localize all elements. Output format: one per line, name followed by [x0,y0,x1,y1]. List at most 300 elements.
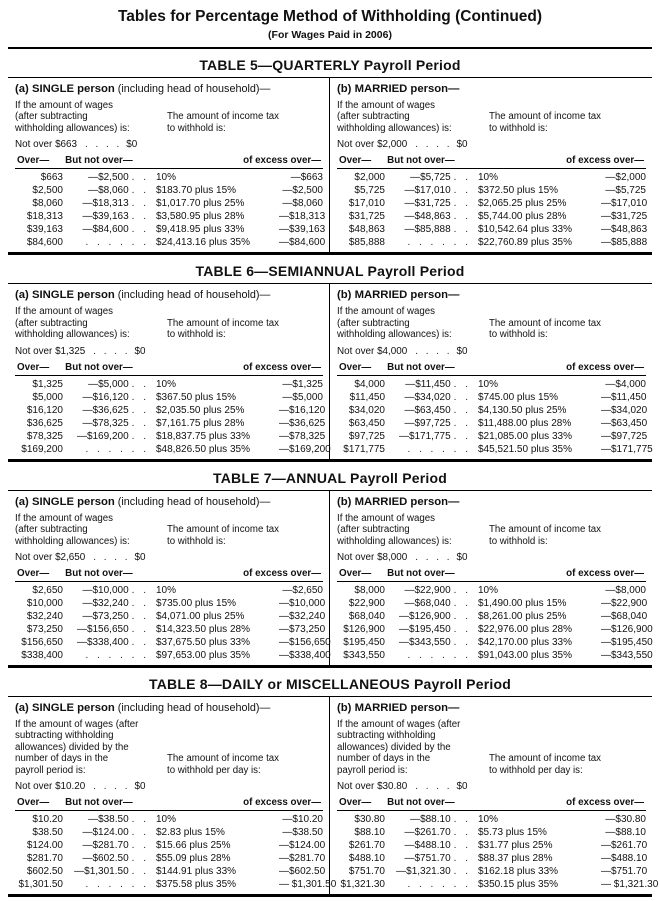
excess-over-value: —$124.00 [279,840,326,852]
panel-title [15,83,323,95]
tax-formula: 10% [478,814,499,826]
panel-title [337,702,646,714]
tax-formula: $9,418.95 plus 33% [156,224,245,236]
bracket-row [337,610,646,623]
dot-leader: . . . . [85,139,121,151]
but-not-over-cell [63,878,147,891]
over-value: $2,500 [32,185,63,197]
panel [330,491,652,665]
but-not-over-value: —$5,725 [410,172,451,184]
excess-over-value: —$10.20 [282,814,323,826]
bracket-row [337,878,659,891]
excess-over-value: —$68,040 [601,610,648,622]
bracket-row [15,610,326,623]
bracket-header-row [337,362,646,376]
excess-over-value: —$4,000 [605,378,646,390]
but-not-over-value: —$78,325 [82,417,129,429]
but-not-over-header: But not over— [65,797,133,809]
bracket-rows [337,169,646,249]
bracket-row [337,184,646,197]
tax-formula: $8,261.00 plus 25% [478,610,567,622]
bracket-rows [15,169,326,249]
not-over-line [337,552,646,563]
but-not-over-cell [385,813,469,826]
not-over-label: Not over $8,000 [337,551,408,563]
panel-column-labels [337,306,646,340]
wage-amount-label: If the amount of wages (after subtracting withholding allowances) is: [337,100,452,134]
excess-over-value: —$751.70 [601,866,648,878]
over-value: $88.10 [354,827,385,839]
bracket-row [337,210,646,223]
excess-over-value: —$36,625 [279,417,326,429]
tax-formula: $2.83 plus 15% [156,827,225,839]
excess-over-value: —$48,863 [601,224,648,236]
table-title: TABLE 6—SEMIANNUAL Payroll Period [195,263,465,280]
but-not-over-cell [385,404,469,417]
panel [8,491,330,665]
bracket-row [15,649,331,662]
but-not-over-value: —$8,060 [88,185,129,197]
panel-title [15,289,323,301]
but-not-over-cell [63,584,147,597]
over-value: $751.70 [348,866,385,878]
panel-column-labels [337,719,646,776]
excess-over-value: —$261.70 [601,840,648,852]
but-not-over-cell [63,223,147,236]
but-not-over-cell [385,878,469,891]
but-not-over-value: —$48,863 [404,211,451,223]
bracket-row [15,236,326,249]
bracket-row [337,197,646,210]
excess-over-header: of excess over— [566,797,644,809]
but-not-over-cell [385,430,469,443]
dot-leader: . . . . [415,139,451,151]
excess-over-value: —$8,000 [605,584,646,596]
tax-formula: $4,130.50 plus 25% [478,404,567,416]
but-not-over-cell [385,378,469,391]
panel-title-bold: (a) SINGLE person [15,83,115,95]
bracket-row [15,636,331,649]
dot-leader: . . [131,211,147,223]
bracket-row [337,223,646,236]
but-not-over-cell [385,649,469,662]
wage-amount-label: If the amount of wages (after subtracting withholding allowances) is: [337,306,452,341]
tax-formula: 10% [478,172,499,184]
but-not-over-value: —$84,600 [82,224,129,236]
panel-column-labels [337,100,646,134]
but-not-over-value: —$195,450 [398,623,451,635]
bracket-header-row [337,568,646,582]
over-value: $34,020 [348,404,385,416]
but-not-over-value: —$281.70 [82,840,129,852]
dot-leader: . . [453,378,469,390]
tax-formula: $48,826.50 plus 35% [156,443,250,455]
tax-formula: $18,837.75 plus 33% [156,430,250,442]
panel-title-bold: (a) SINGLE person [15,701,115,714]
table-panels [8,283,652,461]
over-value: $124.00 [26,840,63,852]
excess-over-value: —$2,500 [282,185,323,197]
tax-formula: 10% [478,584,499,596]
dot-leader: . . [131,185,147,197]
bracket-row [15,391,323,404]
tax-formula: $37,675.50 plus 33% [156,636,250,648]
excess-over-value: —$18,313 [279,211,326,223]
but-not-over-header: But not over— [387,155,455,167]
excess-over-value: —$88.10 [605,827,646,839]
tax-formula: $367.50 plus 15% [156,391,237,403]
dot-leader: . . [131,866,147,878]
but-not-over-value: —$34,020 [404,391,451,403]
but-not-over-cell [63,184,147,197]
tax-formula: $1,017.70 plus 25% [156,198,245,210]
panel-title [15,496,323,508]
not-over-label: Not over $30.80 [337,781,408,793]
panel-title-bold: (a) SINGLE person [15,495,115,508]
wage-amount-label: If the amount of wages (after subtracting withholding allowances) is: [15,306,130,341]
bracket-row [15,430,326,443]
excess-over-header: of excess over— [243,361,321,373]
tax-amount-label: The amount of income tax to withhold is: [167,111,280,134]
not-over-amount: $0 [134,551,146,563]
over-value: $602.50 [26,866,63,878]
dot-leader: . . [453,827,469,839]
excess-over-value: —$195,450 [601,636,653,648]
not-over-amount: $0 [456,551,468,563]
panel-title [337,289,646,301]
excess-over-value: —$5,725 [605,185,646,197]
but-not-over-cell [63,826,147,839]
dot-leader: . . . . [93,345,129,357]
but-not-over-value: —$1,321.30 [396,866,451,878]
over-value: $18,313 [26,211,63,223]
but-not-over-value: —$88.10 [410,814,451,826]
wage-amount-label: If the amount of wages (after subtracting withholding allowances) is: [15,512,130,547]
but-not-over-value: —$169,200 [76,430,129,442]
tax-formula: $91,043.00 plus 35% [478,649,572,661]
but-not-over-cell [385,417,469,430]
tax-formula: $31.77 plus 25% [478,840,553,852]
tax-formula: $55.09 plus 28% [156,853,231,865]
dot-leader: . . [453,597,469,609]
but-not-over-value: —$2,500 [88,172,129,184]
but-not-over-cell [63,430,147,443]
bracket-header-row [337,155,646,169]
but-not-over-cell [385,210,469,223]
but-not-over-value: —$36,625 [82,404,129,416]
bracket-row [337,826,646,839]
not-over-amount: $0 [456,345,468,357]
over-value: $126,900 [343,623,385,635]
bracket-row [15,597,326,610]
bracket-row [15,865,326,878]
bracket-row [15,378,323,391]
over-value: $169,200 [21,443,63,455]
over-value: $488.10 [348,853,385,865]
dot-leader: . . . . [93,551,129,563]
over-value: $343,550 [343,649,385,661]
not-over-amount: $0 [126,139,138,151]
tax-formula: $350.15 plus 35% [478,879,559,891]
tax-formula: $22,760.89 plus 35% [478,237,572,249]
table-section [8,464,652,668]
panel [8,78,330,252]
excess-over-header: of excess over— [243,155,321,167]
over-value: $8,000 [354,584,385,596]
but-not-over-value: —$63,450 [404,404,451,416]
but-not-over-value: —$73,250 [82,610,129,622]
dot-leader: . . . . [93,781,129,793]
but-not-over-cell [63,610,147,623]
wage-amount-label: If the amount of wages (after subtracting withholding allowances) is: [15,100,130,134]
but-not-over-value: —$261.70 [404,827,451,839]
but-not-over-cell [385,584,469,597]
bracket-row [337,623,653,636]
dot-leader: . . . . . . [85,649,147,661]
bracket-row [15,171,323,184]
bracket-row [337,636,653,649]
bracket-row [337,171,646,184]
bracket-row [15,404,326,417]
excess-over-value: —$343,550 [601,649,653,661]
over-value: $97,725 [348,430,385,442]
dot-leader: . . . . . . [407,879,469,891]
over-value: $48,863 [348,224,385,236]
but-not-over-cell [385,623,469,636]
not-over-line [15,552,323,563]
bracket-row [15,813,323,826]
excess-over-value: —$85,888 [601,237,648,249]
excess-over-value: —$8,060 [282,198,323,210]
over-value: $195,450 [343,636,385,648]
but-not-over-cell [385,236,469,249]
tax-formula: $14,323.50 plus 28% [156,623,250,635]
tax-formula: $1,490.00 plus 15% [478,597,567,609]
not-over-label: Not over $663 [15,139,78,151]
table-panels [8,77,652,255]
excess-over-value: —$126,900 [601,623,653,635]
dot-leader: . . [131,198,147,210]
tax-formula: 10% [156,378,177,390]
bracket-row [337,597,646,610]
not-over-amount: $0 [134,781,146,793]
but-not-over-value: —$602.50 [82,853,129,865]
excess-over-value: —$602.50 [279,866,326,878]
dot-leader: . . [131,378,147,390]
panel-title [337,496,646,508]
dot-leader: . . [453,866,469,878]
but-not-over-value: —$22,900 [404,584,451,596]
excess-over-header: of excess over— [566,155,644,167]
over-value: $31,725 [348,211,385,223]
panel [330,78,652,252]
dot-leader: . . [453,404,469,416]
panel-title-bold: (a) SINGLE person [15,289,115,302]
bracket-row [337,584,646,597]
excess-over-header: of excess over— [566,567,644,579]
bracket-rows [337,582,653,662]
wage-amount-label: If the amount of wages (after subtracting withholding allowances) divided by the number of days in the payroll period is: [15,718,139,776]
tax-formula: $2,035.50 plus 25% [156,404,245,416]
tax-amount-label: The amount of income tax to withhold is: [167,524,280,547]
but-not-over-value: —$38.50 [88,814,129,826]
panel [8,697,337,894]
but-not-over-value: —$85,888 [404,224,451,236]
not-over-label: Not over $4,000 [337,345,408,357]
header-rule [8,47,652,49]
over-value: $22,900 [348,597,385,609]
table-panels [8,696,659,897]
bracket-row [337,813,646,826]
dot-leader: . . [453,417,469,429]
excess-over-value: —$488.10 [601,853,648,865]
over-header: Over— [17,155,50,167]
tax-formula: $7,161.75 plus 28% [156,417,245,429]
dot-leader: . . [453,623,469,635]
page-title: Tables for Percentage Method of Withholding (Continued) [117,8,543,25]
bracket-row [337,378,646,391]
bracket-row [337,430,646,443]
page-subtitle: (For Wages Paid in 2006) [268,29,392,41]
over-value: $8,060 [32,198,63,210]
dot-leader: . . . . . . [407,237,469,249]
but-not-over-value: —$17,010 [404,185,451,197]
tax-amount-label: The amount of income tax to withhold is: [167,317,280,341]
excess-over-value: —$2,000 [605,172,646,184]
but-not-over-value: —$124.00 [82,827,129,839]
over-value: $63,450 [348,417,385,429]
dot-leader: . . . . . . [407,649,469,661]
bracket-row [337,443,653,456]
tax-formula: $5,744.00 plus 28% [478,211,567,223]
dot-leader: . . . . [415,551,451,563]
not-over-label: Not over $10.20 [15,781,86,793]
but-not-over-header: But not over— [387,567,455,579]
but-not-over-cell [63,210,147,223]
tax-formula: $745.00 plus 15% [478,391,559,403]
tax-formula: $22,976.00 plus 28% [478,623,572,635]
over-value: $39,163 [26,224,63,236]
dot-leader: . . . . [415,781,451,793]
dot-leader: . . . . [415,345,451,357]
dot-leader: . . [453,840,469,852]
bracket-header-row [15,362,323,376]
tax-formula: $5.73 plus 15% [478,827,547,839]
excess-over-value: —$338,400 [279,649,331,661]
bracket-rows [337,376,653,456]
tax-formula: $45,521.50 plus 35% [478,443,572,455]
over-value: $30.80 [354,814,385,826]
but-not-over-cell [63,813,147,826]
excess-over-value: — $1,321.30 [601,879,659,891]
but-not-over-value: —$18,313 [82,198,129,210]
over-value: $261.70 [348,840,385,852]
dot-leader: . . [131,417,147,429]
over-header: Over— [339,567,372,579]
over-value: $5,725 [354,185,385,197]
bracket-row [15,184,323,197]
but-not-over-value: —$1,301.50 [74,866,129,878]
but-not-over-cell [63,623,147,636]
dot-leader: . . [131,597,147,609]
panel-title-rest: (including head of household)— [114,495,271,508]
bracket-row [15,852,326,865]
tax-formula: 10% [156,584,177,596]
over-value: $1,321.30 [340,879,385,891]
excess-over-value: —$169,200 [279,443,331,455]
but-not-over-header: But not over— [387,797,455,809]
bracket-header-row [15,155,323,169]
dot-leader: . . [131,172,147,184]
bracket-row [15,623,326,636]
panel-title [337,83,646,95]
over-value: $17,010 [348,198,385,210]
bracket-header-row [15,797,323,811]
over-header: Over— [17,797,50,809]
dot-leader: . . [453,584,469,596]
table-title: TABLE 8—DAILY or MISCELLANEOUS Payroll Period [149,675,511,692]
excess-over-value: —$39,163 [279,224,326,236]
but-not-over-cell [63,378,147,391]
but-not-over-cell [63,197,147,210]
bracket-rows [337,811,659,891]
tax-formula: 10% [156,814,177,826]
panel-title-rest: (including head of household)— [114,701,271,714]
over-header: Over— [339,361,372,373]
bracket-rows [15,376,331,456]
over-value: $2,650 [32,584,63,596]
tax-formula: $4,071.00 plus 25% [156,610,245,622]
panel-title-bold: (b) MARRIED person— [337,701,460,714]
bracket-row [15,839,326,852]
table-title: TABLE 5—QUARTERLY Payroll Period [199,57,461,73]
panel [330,697,659,894]
tax-amount-label: The amount of income tax to withhold is: [489,524,602,547]
but-not-over-cell [385,197,469,210]
panel-column-labels [15,100,323,134]
excess-over-value: —$5,000 [282,391,323,403]
but-not-over-cell [385,391,469,404]
dot-leader: . . [453,853,469,865]
over-header: Over— [17,361,50,373]
table-title: TABLE 7—ANNUAL Payroll Period [213,469,447,486]
dot-leader: . . [131,391,147,403]
excess-over-header: of excess over— [243,797,321,809]
but-not-over-cell [63,597,147,610]
bracket-row [15,443,331,456]
over-value: $85,888 [348,237,385,249]
dot-leader: . . . . . . [85,443,147,455]
but-not-over-value: —$32,240 [82,597,129,609]
dot-leader: . . [453,391,469,403]
but-not-over-header: But not over— [65,567,133,579]
but-not-over-value: —$97,725 [404,417,451,429]
not-over-line [15,139,323,150]
but-not-over-value: —$343,550 [398,636,451,648]
but-not-over-cell [385,171,469,184]
over-value: $32,240 [26,610,63,622]
but-not-over-header: But not over— [387,361,455,373]
not-over-line [337,139,646,150]
but-not-over-cell [385,826,469,839]
over-value: $338,400 [21,649,63,661]
but-not-over-value: —$11,450 [405,378,451,390]
not-over-line [337,346,646,357]
but-not-over-cell [63,852,147,865]
bracket-rows [15,811,337,891]
but-not-over-cell [63,404,147,417]
but-not-over-cell [63,171,147,184]
